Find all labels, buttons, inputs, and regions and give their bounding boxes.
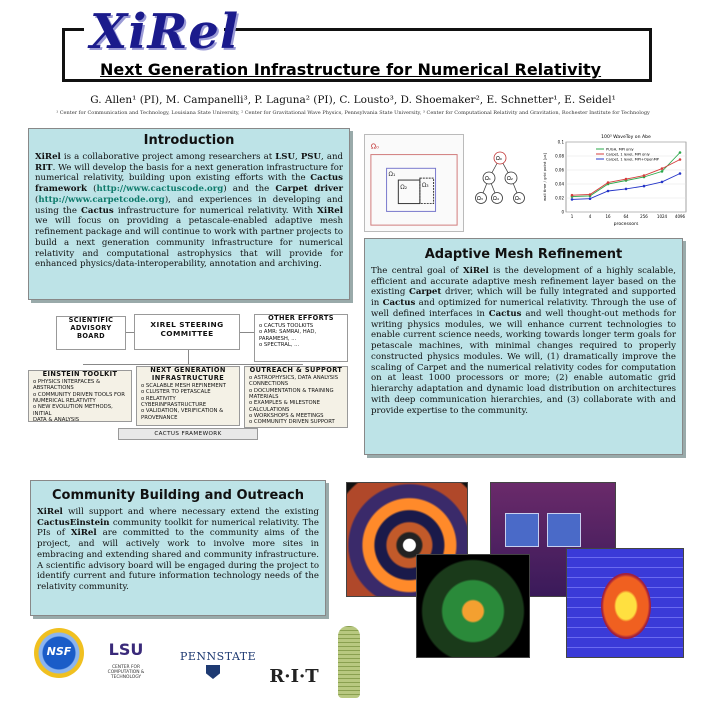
- community-text: XiRel will support and where necessary extend the existing CactusEinstein community toolkit for numerical relativity. The PIs of XiRel are committed to the community aims of the project, and will actively work to involve more sites in embracing and extending shared and community infrastructure. A scientific advisory board will be engaged during the project to identify current and future information technology needs of the relativity community.: [37, 507, 319, 593]
- data-point: [679, 151, 682, 154]
- plot-title: 100³ WaveToy on Abe: [601, 135, 651, 140]
- introduction-text: XiRel is a collaborative project among researchers at LSU, PSU, and RIT. We will develop the basis for a next generation infrastructure for numerical relativity, building upon existing efforts with the Cactus framework (http://www.cactuscode.org) and the Carpet driver (http://www.carpetcode.org), and experiences in developing and using the Cactus infrastructure for numerical relativity. With XiRel we will focus on providing a petascale-enabled adaptive mesh refinement package and will continue to work with partner projects to build a next generation community infrastructure for numerical relativity and computational astrophysics that will provide for enhanced physics/data-interoperability, annotation and archiving.: [35, 152, 343, 270]
- grid-tree-diagram: [475, 148, 525, 218]
- data-point: [625, 188, 628, 191]
- data-point: [661, 181, 664, 184]
- legend-label: Carpet, 1 level, MPI only: [606, 152, 650, 157]
- data-point: [607, 190, 610, 193]
- pennstate-shield-icon: [206, 665, 220, 679]
- data-point: [589, 197, 592, 200]
- cactus-framework-bar: CACTUS FRAMEWORK: [118, 428, 258, 440]
- next-generation-box: NEXT GENERATION INFRASTRUCTURE o SCALABLE MESH REFINEMENT o CLUSTER TO PETASCALE o RELATIVITY CYBERINFRASTRUCTURE o VALIDATION, VERIFICATION & PROVENANCE: [136, 366, 240, 426]
- x-tick-label: 256: [640, 214, 648, 219]
- carpet-link[interactable]: http://www.carpetcode.org: [38, 194, 165, 205]
- scaling-plot: [540, 130, 690, 230]
- grid-label-0: Ω₀: [370, 142, 379, 151]
- einstein-toolkit-box: EINSTEIN TOOLKIT o PHYSICS INTERFACES & ABSTRACTIONS o COMMUNITY DRIVEN TOOLS FOR NUMERICAL RELATIVITY o NEW EVOLUTION METHODS, INITIAL DATA & ANALYSIS: [28, 370, 132, 422]
- x-tick-label: 4096: [674, 214, 686, 219]
- x-tick-label: 64: [623, 214, 629, 219]
- tree-label: Ω₁: [485, 176, 491, 182]
- advisory-board-box: SCIENTIFIC ADVISORY BOARD: [56, 316, 126, 350]
- y-tick-label: 0.08: [555, 153, 564, 159]
- grid-label-1: Ω₁: [388, 172, 396, 179]
- pennstate-logo: PENNSTATE: [180, 650, 246, 680]
- cactus-link[interactable]: http://www.cactuscode.org: [96, 184, 224, 195]
- data-point: [679, 172, 682, 175]
- community-title: Community Building and Outreach: [51, 488, 304, 503]
- y-tick-label: 0.06: [555, 167, 564, 173]
- connector: [83, 364, 303, 365]
- data-point: [679, 158, 682, 161]
- community-panel: [30, 480, 326, 616]
- grid-label-2: Ω₂: [400, 184, 408, 191]
- data-point: [643, 185, 646, 188]
- data-point: [571, 198, 574, 201]
- data-point: [643, 174, 646, 177]
- x-tick-label: 1: [570, 214, 574, 219]
- y-tick-label: 0.04: [555, 181, 564, 187]
- connector: [188, 350, 189, 364]
- cactus-logo: [338, 626, 360, 698]
- grid-level-2: [398, 180, 420, 204]
- authors-line: G. Allen¹ (PI), M. Campanelli³, P. Laguna² (PI), C. Lousto³, D. Shoemaker², E. Schnetter¹, E. Seidel¹: [90, 94, 616, 106]
- tree-label: Ω₃: [477, 196, 483, 202]
- data-point: [661, 167, 664, 170]
- y-tick-label: 0.02: [555, 195, 564, 201]
- data-point: [661, 170, 664, 173]
- mesh-hierarchy-diagram: [364, 134, 464, 232]
- tree-label: Ω₅: [515, 196, 521, 202]
- nsf-logo: NSF: [34, 628, 84, 678]
- x-tick-label: 1024: [656, 214, 668, 219]
- hot-spot: [601, 573, 651, 639]
- introduction-title: Introduction: [143, 133, 235, 148]
- grid-level-3: [420, 178, 434, 203]
- data-point: [589, 193, 592, 196]
- org-chart: [28, 310, 350, 445]
- grid-level-0: [371, 155, 457, 226]
- rit-logo: R·I·T: [269, 666, 319, 687]
- data-point: [607, 181, 610, 184]
- y-tick-label: 0.1: [557, 139, 564, 145]
- lsu-logo: LSU CENTER FOR COMPUTATION & TECHNOLOGY: [107, 640, 145, 680]
- tree-label: Ω₂: [507, 176, 513, 182]
- outreach-support-box: OUTREACH & SUPPORT o ASTROPHYSICS, DATA ANALYSIS CONNECTIONS o DOCUMENTATION & TRAINING MATERIALS o EXAMPLES & MILESTONE CALCULATIONS o WORKSHOPS & MEETINGS o COMMUNITY DRIVEN SUPPORT: [244, 366, 348, 428]
- data-point: [625, 178, 628, 181]
- y-tick-label: 0: [561, 209, 564, 215]
- green-field-simulation-image: [416, 554, 530, 658]
- grid-label-3: Ω₃: [421, 182, 429, 189]
- xirel-logo: XiRel: [90, 4, 240, 60]
- poster-subtitle: Next Generation Infrastructure for Numerical Relativity: [100, 60, 602, 79]
- data-point: [571, 194, 574, 197]
- y-axis-label: wall time / grid point [μs]: [542, 153, 547, 201]
- x-axis-label: processors: [613, 222, 639, 227]
- affiliations-line: ¹ Center for Communication and Technology, Louisiana State University, ² Center for Gravitational Wave Physics, Pennsylvania State University, ³ Center for Computational Relativity and Gravitation, Rochester Institute for Technology: [56, 110, 650, 116]
- mesh-block-right: [547, 513, 581, 547]
- tree-label: Ω₀: [496, 156, 502, 162]
- tree-label: Ω₄: [493, 196, 499, 202]
- amr-text: The central goal of XiRel is the development of a highly scalable, efficient and accurate adaptive mesh refinement layer based on the existing Carpet driver, which will be fully integrated and supported in Cactus and optimized for numerical relativity. Through the use of well defined interfaces in Cactus and well thought-out methods for writing physics modules, we will enhance current technologies to enable current science needs, working towards longer term goals for petascale machines, with minimal changes required to properly constructed physics modules. We will, (1) dramatically improve the scaling of Carpet and the numerical relativity codes for computation on at least 1000 processors or more; (2) enable automatic grid hierarchy adaptation and dynamic load distribution on architectures with deep communication hierarchies, and (3) collaborate with and provide expertise to the community.: [371, 266, 677, 416]
- amr-title: Adaptive Mesh Refinement: [424, 247, 623, 262]
- other-efforts-box: OTHER EFFORTS o CACTUS TOOLKITS o AMR: SAMRAI, HAD, PARAMESH, ... o SPECTRAL, ...: [254, 314, 348, 362]
- introduction-panel: [28, 128, 350, 300]
- mesh-block-left: [505, 513, 539, 547]
- x-tick-label: 16: [605, 214, 611, 219]
- steering-committee-box: XIREL STEERING COMMITTEE: [134, 314, 240, 350]
- blue-grid-simulation-image: [566, 548, 684, 658]
- x-tick-label: 4: [588, 214, 592, 219]
- legend-label: PUGH, MPI only: [606, 147, 634, 152]
- amr-panel: [364, 238, 683, 455]
- legend-label: Carpet, 1 level, MPI+OpenMP: [606, 157, 659, 162]
